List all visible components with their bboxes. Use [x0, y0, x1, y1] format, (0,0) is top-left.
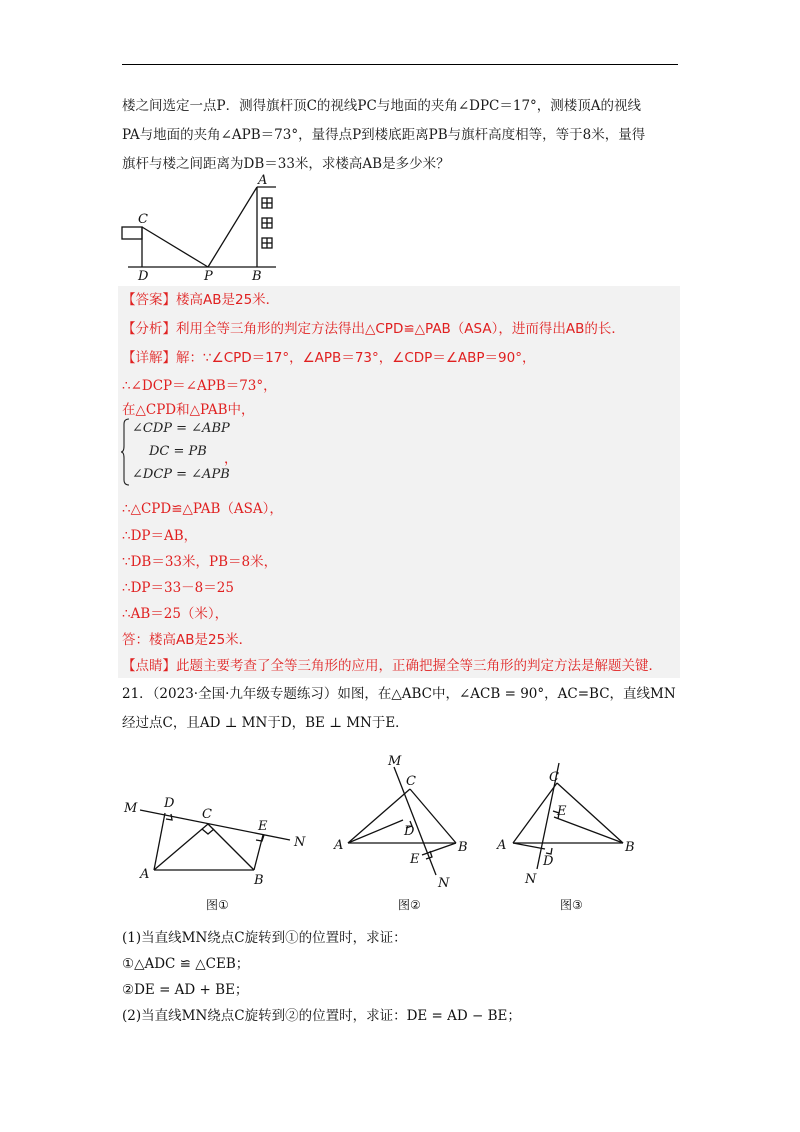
question-1a: ①△ADC ≌ △CEB；	[122, 956, 250, 972]
segment-ca	[513, 783, 557, 843]
fig2-label-n: N	[438, 876, 450, 891]
fig1-label-m: M	[124, 801, 138, 816]
label-d: D	[138, 269, 149, 284]
flag-shape	[122, 227, 142, 239]
fig2-label-a: A	[334, 838, 344, 853]
figure-2	[330, 745, 490, 895]
step-8: 答：楼高AB是25米．	[122, 632, 253, 648]
right-angle-c	[202, 829, 214, 834]
segment-cb	[410, 789, 456, 843]
label-c: C	[138, 212, 148, 227]
fig3-label-b: B	[625, 840, 635, 855]
fig2-label-m: M	[388, 754, 402, 769]
system-brace	[120, 418, 130, 486]
step-5: ∵DB＝33米，PB＝8米，	[122, 554, 278, 570]
problem20-line2: PA与地面的夹角∠APB＝73°，量得点P到楼底距离PB与旗杆高度相等，等于8米，量得	[122, 127, 646, 143]
fig3-label-a: A	[497, 838, 507, 853]
figure-1	[118, 790, 318, 890]
line-pa	[208, 187, 257, 267]
label-a: A	[258, 173, 268, 188]
figure-3	[495, 745, 655, 895]
figure-3-caption: 图③	[560, 898, 583, 912]
fig2-label-e: E	[410, 852, 420, 867]
label-p: P	[204, 269, 213, 284]
problem21-line1: 21．（2023·全国·九年级专题练习）如图，在△ABC中，∠ACB = 90°，AC=BC，直线MN	[122, 686, 676, 702]
label-b: B	[252, 269, 262, 284]
system-eq-1: ∠CDP = ∠ABP	[132, 421, 230, 436]
fig3-label-d: D	[543, 854, 554, 869]
problem20-line3: 旗杆与楼之间距离为DB＝33米，求楼高AB是多少米？	[122, 156, 450, 172]
system-eq-3: ∠DCP = ∠APB	[132, 467, 230, 482]
fig1-label-n: N	[294, 835, 306, 850]
fig3-label-n: N	[525, 872, 537, 887]
segment-cb	[557, 783, 623, 843]
header-rule	[122, 64, 678, 65]
segment-be	[422, 843, 456, 855]
fig1-label-e: E	[258, 819, 268, 834]
step-7: ∴AB＝25（米），	[122, 606, 229, 622]
answer-line: 【答案】楼高AB是25米．	[122, 292, 280, 308]
detail-line: 【详解】解：∵∠CPD＝17°，∠APB＝73°，∠CDP＝∠ABP＝90°，	[122, 350, 536, 366]
step-4: ∴DP＝AB，	[122, 528, 198, 544]
step-6: ∴DP＝33－8＝25	[122, 580, 234, 596]
fig1-label-a: A	[140, 867, 150, 882]
comment-line: 【点睛】此题主要考查了全等三角形的应用，正确把握全等三角形的判定方法是解题关键．	[122, 658, 662, 674]
question-1: (1)当直线MN绕点C旋转到①的位置时，求证：	[122, 930, 407, 946]
fig2-label-d: D	[404, 824, 415, 839]
step-1: ∴∠DCP＝∠APB＝73°，	[122, 378, 277, 394]
fig1-label-c: C	[202, 807, 212, 822]
segment-be	[554, 817, 623, 843]
segment-ca	[348, 789, 410, 843]
question-1b: ②DE = AD + BE；	[122, 982, 249, 998]
step-3: ∴△CPD≌△PAB（ASA），	[122, 501, 283, 517]
fig1-label-d: D	[164, 796, 175, 811]
line-pc	[142, 227, 208, 267]
segment-ad	[348, 820, 403, 843]
fig2-label-b: B	[458, 840, 468, 855]
step-2: 在△CPD和△PAB中，	[122, 402, 255, 418]
fig1-label-b: B	[254, 873, 264, 888]
analysis-line: 【分析】利用全等三角形的判定方法得出△CPD≌△PAB（ASA），进而得出AB的长．	[122, 321, 625, 337]
problem21-line2: 经过点C，且AD ⊥ MN于D，BE ⊥ MN于E．	[122, 715, 409, 731]
figure-1-caption: 图①	[206, 898, 229, 912]
system-eq-2: DC = PB	[149, 444, 207, 459]
fig2-label-c: C	[406, 774, 416, 789]
problem20-line1: 楼之间选定一点P．测得旗杆顶C的视线PC与地面的夹角∠DPC＝17°，测楼顶A的视线	[122, 98, 642, 114]
question-2: (2)当直线MN绕点C旋转到②的位置时，求证：DE = AD − BE；	[122, 1008, 521, 1024]
segment-ad	[513, 843, 545, 849]
fig3-label-e: E	[557, 804, 567, 819]
system-comma: ，	[224, 451, 238, 467]
fig3-label-c: C	[549, 770, 559, 785]
figure-2-caption: 图②	[398, 898, 421, 912]
figure-flagpole-building	[118, 172, 288, 284]
